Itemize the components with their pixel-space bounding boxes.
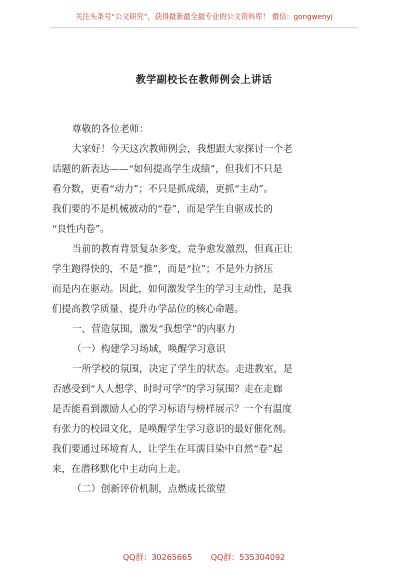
body-line: 是否能看到激励人心的学习标语与榜样展示？一个有温度 (52, 404, 292, 415)
body-line: 来，在潜移默化中主动向上走。 (52, 464, 187, 475)
body-line: 我们要的不是机械被动的“卷”，而是学生自驱成长的 (52, 204, 273, 215)
body-line: 看分数，更看“动力”；不只是抓成绩，更抓“主动”。 (52, 184, 274, 195)
header-divider (50, 27, 358, 28)
document-title: 教学副校长在教师例会上讲话 (135, 75, 273, 86)
footer-qq-group-2: QQ群：535304092 (210, 553, 286, 562)
header-promo-note: 关注头条号“公文研究”，获得最新最全最专业的公文资料库！ 微信：gongwenyj (75, 12, 333, 21)
section-heading: 一、营造氛围，激发“我想学”的内驱力 (72, 324, 236, 335)
body-line: 而是内在驱动。因此，如何激发学生的学习主动性，是我 (52, 284, 292, 295)
subsection-heading: （二）创新评价机制，点燃成长欲望 (72, 484, 226, 495)
document-body (52, 120, 360, 500)
footer-qq-group-1: QQ群：30265665 (122, 553, 193, 562)
body-line: 话题的新表达——“如何提高学生成绩”，但我们不只是 (52, 164, 283, 175)
salutation: 尊敬的各位老师： (72, 124, 149, 135)
body-line: 一所学校的氛围，决定了学生的状态。走进教室，是 (72, 364, 293, 375)
body-line: 当前的教育背景复杂多变，竞争愈发激烈，但真正让 (72, 244, 293, 255)
body-line: 我们要通过环境育人，让学生在耳濡目染中自然“卷”起 (52, 444, 283, 455)
subsection-heading: （一）构建学习场域，唤醒学习意识 (72, 344, 226, 355)
body-line: 大家好！今天这次教师例会，我想跟大家探讨一个老 (72, 144, 293, 155)
body-line: 否感受到“人人想学、时时可学”的学习氛围？走在走廊 (52, 384, 283, 395)
body-line: 们提高教学质量、提升办学品位的核心命题。 (52, 304, 244, 315)
footer-contact (0, 552, 408, 563)
body-line: 学生跑得快的，不是“推”，而是“拉”；不是外力挤压 (52, 264, 274, 275)
body-line: 有张力的校园文化，是唤醒学生学习意识的最好催化剂。 (52, 424, 292, 435)
body-line: “良性内卷”。 (52, 224, 110, 235)
